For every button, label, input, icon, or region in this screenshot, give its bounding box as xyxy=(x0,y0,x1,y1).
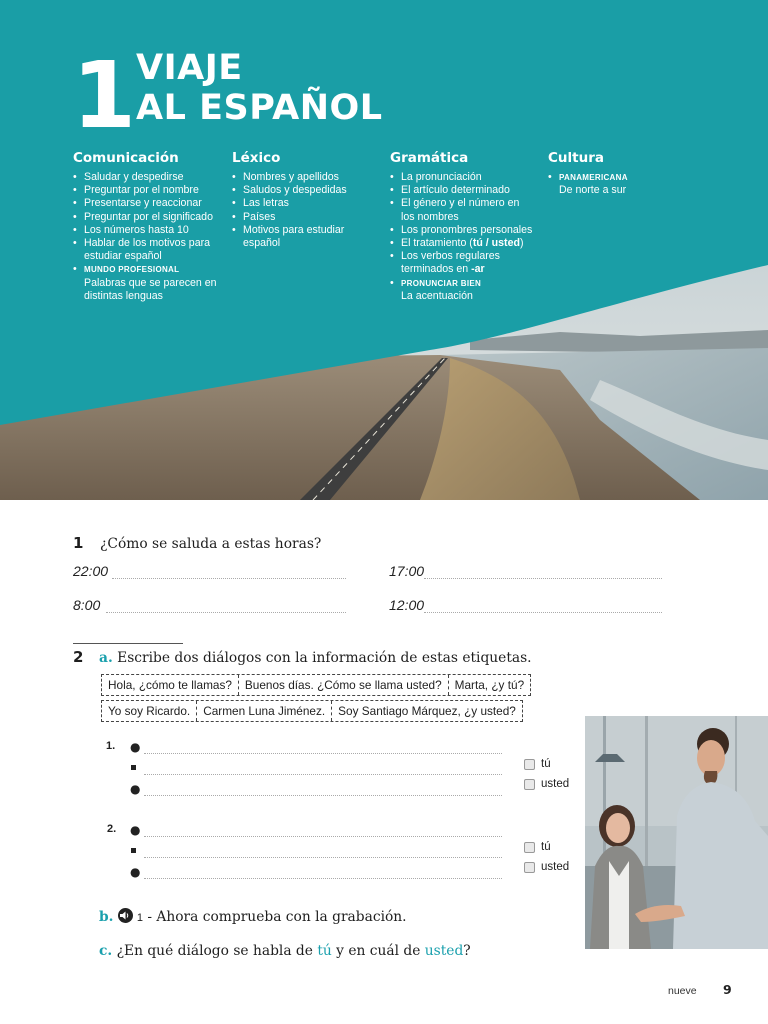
label-tag: Buenos días. ¿Cómo se llama usted? xyxy=(239,675,449,695)
time-label: 22:00 xyxy=(73,563,109,579)
list-item: • Los números hasta 10 xyxy=(73,224,228,237)
dialog-answer-line[interactable] xyxy=(144,753,502,754)
unit-number: 1 xyxy=(72,42,134,149)
label-tag: Soy Santiago Márquez, ¿y usted? xyxy=(338,704,516,718)
audio-speaker-icon[interactable] xyxy=(118,908,133,923)
list-item-mundo-profesional: • MUNDO PROFESIONAL Palabras que se parecen en distintas lenguas xyxy=(73,263,228,303)
time-label: 17:00 xyxy=(389,563,425,579)
bullet-icon: ● xyxy=(130,823,141,837)
dialog-answer-line[interactable] xyxy=(144,878,502,879)
list-item: • Motivos para estudiar español xyxy=(232,224,382,250)
time-label: 8:00 xyxy=(73,597,101,613)
column-lexico xyxy=(232,150,382,250)
column-heading: Comunicación xyxy=(73,150,179,166)
column-heading: Cultura xyxy=(548,150,604,166)
square-bullet-icon xyxy=(131,848,136,853)
unit-title-line2: AL ESPAÑOL xyxy=(136,88,383,128)
checkbox-icon[interactable] xyxy=(524,842,535,853)
list-item: • Hablar de los motivos para estudiar español xyxy=(73,237,228,263)
list-item: • Preguntar por el significado xyxy=(73,211,228,224)
list-item: • Presentarse y reaccionar xyxy=(73,197,228,210)
time-label: 12:00 xyxy=(389,597,425,613)
list-item: • Saludar y despedirse xyxy=(73,171,228,184)
list-item: • El tratamiento (tú / usted) xyxy=(390,237,540,250)
list-item: • Las letras xyxy=(232,197,382,210)
dialog-1-number: 1. xyxy=(106,740,116,752)
list-item: • El género y el número en los nombres xyxy=(390,197,540,223)
bullet-icon: ● xyxy=(130,865,141,879)
unit-header xyxy=(0,0,768,500)
label-tag: Carmen Luna Jiménez. xyxy=(197,701,332,721)
checkbox-tu-1[interactable]: tú xyxy=(524,758,551,770)
answer-line[interactable] xyxy=(106,612,346,613)
handshake-photo xyxy=(585,716,768,949)
answer-line[interactable] xyxy=(424,578,662,579)
checkbox-icon[interactable] xyxy=(524,779,535,790)
dialog-answer-line[interactable] xyxy=(144,857,502,858)
label-tag: Hola, ¿cómo te llamas? xyxy=(102,675,239,695)
dialog-2-number: 2. xyxy=(107,823,117,835)
column-gramatica xyxy=(390,150,540,303)
list-item-panamericana: • PANAMERICANA De norte a sur xyxy=(548,171,698,197)
unit-title-line1: VIAJE xyxy=(136,48,243,88)
list-item-pronunciar-bien: • PRONUNCIAR BIEN La acentuación xyxy=(390,277,540,303)
checkbox-usted-1[interactable]: usted xyxy=(524,778,569,790)
checkbox-icon[interactable] xyxy=(524,759,535,770)
dialog-answer-line[interactable] xyxy=(144,774,502,775)
list-item: • Nombres y apellidos xyxy=(232,171,382,184)
list-item: • El artículo determinado xyxy=(390,184,540,197)
section-divider xyxy=(73,643,183,644)
answer-line[interactable] xyxy=(112,578,346,579)
answer-line[interactable] xyxy=(424,612,662,613)
list-item: • La pronunciación xyxy=(390,171,540,184)
exercise-2b-instruction: b. 1 - Ahora comprueba con la grabación. xyxy=(99,909,407,925)
list-item: • Los pronombres personales xyxy=(390,224,540,237)
bullet-icon: ● xyxy=(130,740,141,754)
unit-title xyxy=(136,48,383,128)
exercise-2a-instruction: a. Escribe dos diálogos con la información de estas etiquetas. xyxy=(99,650,532,666)
column-comunicacion xyxy=(73,150,228,303)
label-tag: Marta, ¿y tú? xyxy=(454,678,525,692)
exercise-1-number: 1 xyxy=(73,534,84,552)
exercise-1-question: ¿Cómo se saluda a estas horas? xyxy=(100,536,322,552)
label-tags-row-1 xyxy=(101,674,531,696)
checkbox-icon[interactable] xyxy=(524,862,535,873)
square-bullet-icon xyxy=(131,765,136,770)
page-word: nueve xyxy=(668,985,697,997)
exercise-2-number: 2 xyxy=(73,648,84,666)
exercise-2c-question: c. ¿En qué diálogo se habla de tú y en cuál de usted? xyxy=(99,943,471,959)
list-item: • Países xyxy=(232,211,382,224)
label-tags-row-2 xyxy=(101,700,523,722)
column-heading: Gramática xyxy=(390,150,469,166)
dialog-answer-line[interactable] xyxy=(144,836,502,837)
column-heading: Léxico xyxy=(232,150,281,166)
checkbox-usted-2[interactable]: usted xyxy=(524,861,569,873)
list-item: • Preguntar por el nombre xyxy=(73,184,228,197)
dialog-answer-line[interactable] xyxy=(144,795,502,796)
list-item: • Los verbos regulares terminados en -ar xyxy=(390,250,540,276)
list-item: • Saludos y despedidas xyxy=(232,184,382,197)
bullet-icon: ● xyxy=(130,782,141,796)
column-cultura xyxy=(548,150,698,197)
page-number: 9 xyxy=(723,982,732,997)
label-tag: Yo soy Ricardo. xyxy=(102,701,197,721)
checkbox-tu-2[interactable]: tú xyxy=(524,841,551,853)
